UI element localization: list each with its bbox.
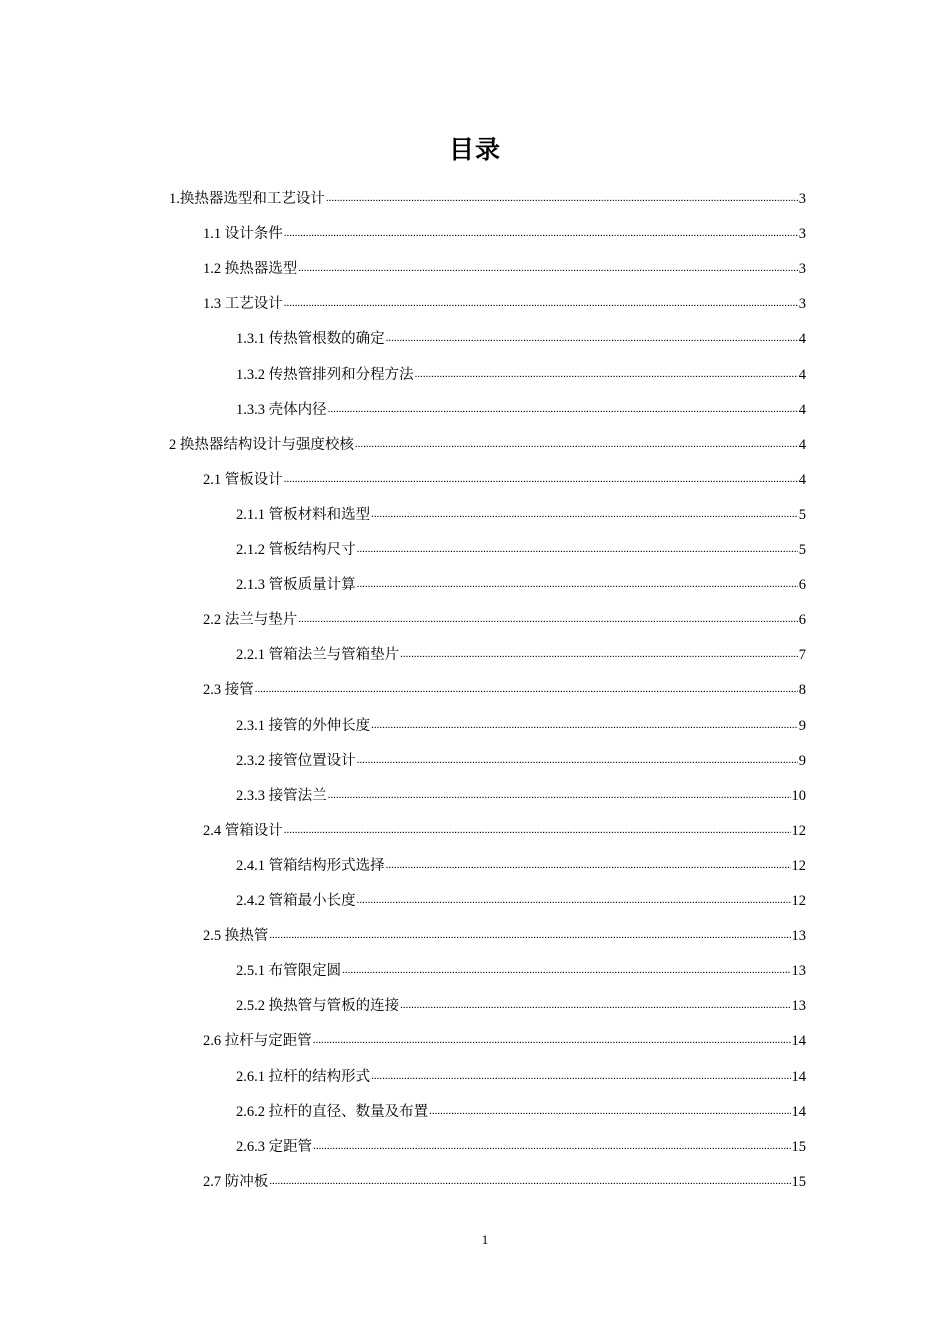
toc-dot-leader xyxy=(313,1033,791,1047)
toc-entry-page: 5 xyxy=(798,542,806,558)
toc-entry-title: 1.3 工艺设计 xyxy=(203,296,283,312)
toc-entry-title: 2.7 防冲板 xyxy=(203,1174,269,1190)
toc-entry[interactable] xyxy=(169,185,806,209)
toc-entry-title: 2.3.1 接管的外伸长度 xyxy=(236,718,371,734)
toc-entry[interactable] xyxy=(236,571,806,595)
toc-entry-page: 4 xyxy=(798,367,806,383)
toc-dot-leader xyxy=(326,191,798,205)
toc-entry-page: 12 xyxy=(791,858,806,874)
toc-entry[interactable] xyxy=(236,396,806,420)
toc-entry-page: 4 xyxy=(798,331,806,347)
toc-dot-leader xyxy=(371,1069,790,1083)
toc-entry-title: 2.1 管板设计 xyxy=(203,472,283,488)
toc-entry-title: 2.5.2 换热管与管板的连接 xyxy=(236,998,400,1014)
toc-entry-page: 13 xyxy=(791,998,806,1014)
toc-entry-title: 1.3.2 传热管排列和分程方法 xyxy=(236,367,414,383)
toc-entry-title: 2.6.3 定距管 xyxy=(236,1139,313,1155)
toc-entry-title: 2.3.2 接管位置设计 xyxy=(236,753,356,769)
toc-entry[interactable] xyxy=(236,747,806,771)
toc-dot-leader xyxy=(313,1139,790,1153)
toc-entry-title: 2.1.1 管板材料和选型 xyxy=(236,507,371,523)
toc-entry-title: 2.1.2 管板结构尺寸 xyxy=(236,542,356,558)
toc-entry-page: 13 xyxy=(791,928,806,944)
toc-dot-leader xyxy=(371,507,798,521)
toc-entry-page: 15 xyxy=(791,1139,806,1155)
toc-entry-title: 1.2 换热器选型 xyxy=(203,261,298,277)
toc-entry-page: 8 xyxy=(798,682,806,698)
toc-entry[interactable] xyxy=(236,887,806,911)
toc-dot-leader xyxy=(284,823,791,837)
toc-dot-leader xyxy=(386,858,791,872)
toc-entry-title: 2 换热器结构设计与强度校核 xyxy=(169,437,354,453)
toc-entry-page: 13 xyxy=(791,963,806,979)
toc-dot-leader xyxy=(284,226,798,240)
toc-entry[interactable] xyxy=(203,676,806,700)
toc-dot-leader xyxy=(400,647,798,661)
toc-entry-page: 3 xyxy=(798,226,806,242)
page-number: 1 xyxy=(481,1232,489,1247)
toc-entry[interactable] xyxy=(203,1168,806,1192)
toc-entry[interactable] xyxy=(236,1133,806,1157)
toc-entry-title: 2.2.1 管箱法兰与管箱垫片 xyxy=(236,647,400,663)
toc-entry-page: 4 xyxy=(798,437,806,453)
toc-entry[interactable] xyxy=(236,852,806,876)
toc-entry[interactable] xyxy=(236,501,806,525)
toc-entry[interactable] xyxy=(236,957,806,981)
toc-dot-leader xyxy=(328,402,798,416)
toc-entry-page: 10 xyxy=(791,788,806,804)
toc-dot-leader xyxy=(357,542,798,556)
toc-entry-page: 5 xyxy=(798,507,806,523)
toc-dot-leader xyxy=(355,437,798,451)
toc-dot-leader xyxy=(429,1104,790,1118)
toc-entry[interactable] xyxy=(203,606,806,630)
toc-entry-page: 12 xyxy=(791,823,806,839)
toc-entry-page: 4 xyxy=(798,402,806,418)
toc-entry-page: 14 xyxy=(791,1069,806,1085)
toc-entry[interactable] xyxy=(203,1027,806,1051)
toc-entry[interactable] xyxy=(203,817,806,841)
toc-entry-title: 2.6 拉杆与定距管 xyxy=(203,1033,312,1049)
toc-entry[interactable] xyxy=(236,536,806,560)
toc-entry[interactable] xyxy=(203,290,806,314)
toc-entry[interactable] xyxy=(236,641,806,665)
toc-dot-leader xyxy=(298,612,798,626)
toc-entry-title: 2.5.1 布管限定圆 xyxy=(236,963,342,979)
toc-entry-page: 9 xyxy=(798,753,806,769)
toc-entry-page: 3 xyxy=(798,261,806,277)
toc-entry-page: 7 xyxy=(798,647,806,663)
toc-entry[interactable] xyxy=(236,325,806,349)
toc-entry-page: 6 xyxy=(798,612,806,628)
toc-entry-title: 2.5 换热管 xyxy=(203,928,269,944)
toc-entry-page: 3 xyxy=(798,191,806,207)
toc-entry-title: 1.换热器选型和工艺设计 xyxy=(169,191,325,207)
toc-entry-title: 2.4.2 管箱最小长度 xyxy=(236,893,356,909)
toc-entry-title: 2.6.2 拉杆的直径、数量及布置 xyxy=(236,1104,429,1120)
toc-dot-leader xyxy=(357,577,798,591)
toc-entry[interactable] xyxy=(203,220,806,244)
toc-entry-title: 1.3.1 传热管根数的确定 xyxy=(236,331,385,347)
toc-dot-leader xyxy=(357,893,791,907)
toc-entry-title: 2.3.3 接管法兰 xyxy=(236,788,327,804)
toc-entry[interactable] xyxy=(203,255,806,279)
toc-entry-page: 14 xyxy=(791,1104,806,1120)
toc-entry-page: 12 xyxy=(791,893,806,909)
toc-entry-title: 2.4.1 管箱结构形式选择 xyxy=(236,858,385,874)
toc-entry-title: 2.4 管箱设计 xyxy=(203,823,283,839)
toc-entry[interactable] xyxy=(236,782,806,806)
toc-entry-page: 3 xyxy=(798,296,806,312)
toc-dot-leader xyxy=(255,682,798,696)
toc-dot-leader xyxy=(415,367,798,381)
toc-dot-leader xyxy=(328,788,791,802)
toc-entry-page: 14 xyxy=(791,1033,806,1049)
toc-entry[interactable] xyxy=(169,431,806,455)
toc-entry-page: 15 xyxy=(791,1174,806,1190)
toc-entry[interactable] xyxy=(236,1063,806,1087)
toc-dot-leader xyxy=(284,472,798,486)
toc-entry-page: 6 xyxy=(798,577,806,593)
toc-entry-title: 1.1 设计条件 xyxy=(203,226,283,242)
toc-entry-page: 9 xyxy=(798,718,806,734)
toc-dot-leader xyxy=(400,998,790,1012)
toc-dot-leader xyxy=(357,753,798,767)
toc-entry[interactable] xyxy=(203,922,806,946)
toc-dot-leader xyxy=(342,963,790,977)
toc-entry[interactable] xyxy=(236,1098,806,1122)
toc-dot-leader xyxy=(386,331,798,345)
toc-entry-title: 2.3 接管 xyxy=(203,682,254,698)
toc-dot-leader xyxy=(284,296,798,310)
toc-entry[interactable] xyxy=(236,361,806,385)
toc-dot-leader xyxy=(298,261,798,275)
toc-entry[interactable] xyxy=(236,992,806,1016)
page-title: 目录 xyxy=(448,137,501,164)
toc-entry-title: 2.6.1 拉杆的结构形式 xyxy=(236,1069,371,1085)
toc-dot-leader xyxy=(371,718,798,732)
toc-entry[interactable] xyxy=(203,466,806,490)
toc-entry[interactable] xyxy=(236,712,806,736)
toc-dot-leader xyxy=(269,1174,790,1188)
toc-dot-leader xyxy=(269,928,790,942)
toc-entry-title: 2.2 法兰与垫片 xyxy=(203,612,298,628)
toc-entry-title: 2.1.3 管板质量计算 xyxy=(236,577,356,593)
toc-entry-page: 4 xyxy=(798,472,806,488)
toc-entry-title: 1.3.3 壳体内径 xyxy=(236,402,327,418)
